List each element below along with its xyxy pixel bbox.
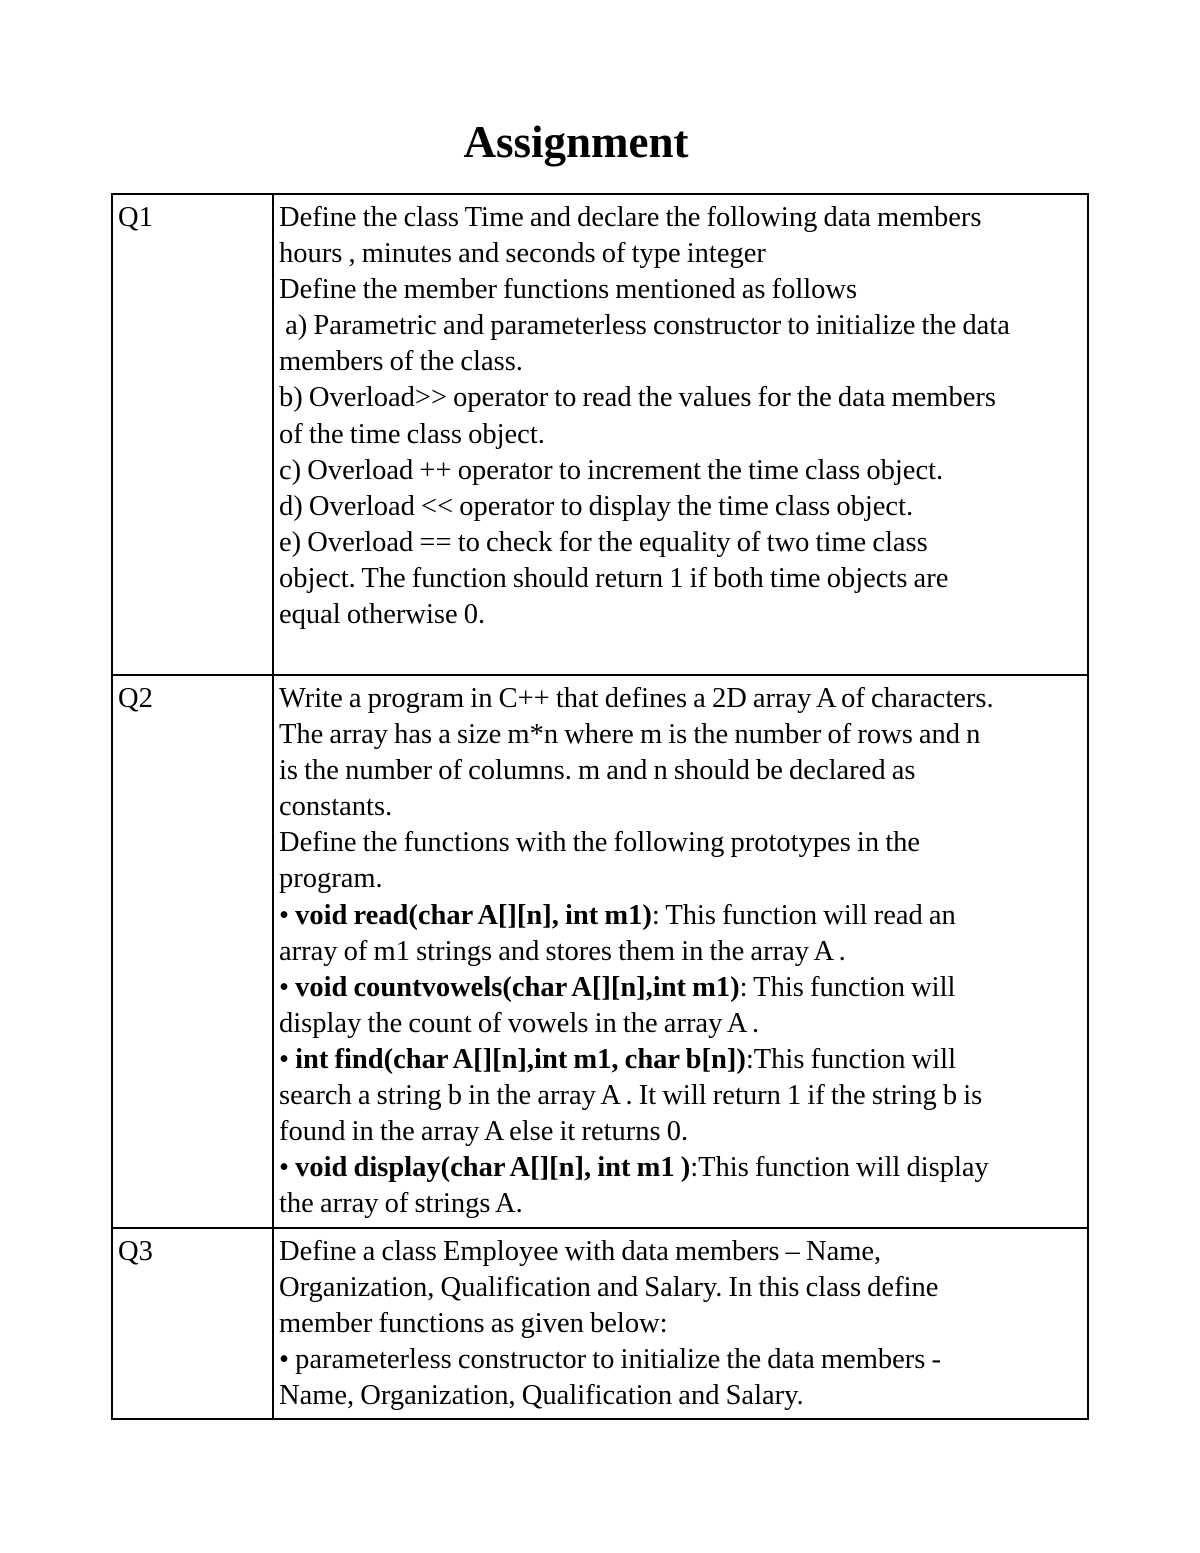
text-line: member functions as given below:: [279, 1308, 668, 1340]
bullet: •: [279, 1152, 289, 1184]
question-text: [273, 1228, 1088, 1419]
text-line: array of m1 strings and stores them in the array A .: [279, 935, 846, 967]
text-line: of the time class object.: [279, 418, 545, 450]
text-line: object. The function should return 1 if both time objects are: [279, 562, 949, 594]
text-line: The array has a size m*n where m is the number of rows and n: [279, 719, 981, 751]
question-text: [273, 675, 1088, 1228]
text-line: Organization, Qualification and Salary. In this class define: [279, 1272, 939, 1304]
text-line: constants.: [279, 791, 393, 823]
table-row: [112, 675, 1088, 1228]
function-signature: void display(char A[][n], int m1 ): [295, 1152, 691, 1184]
text-line: found in the array A else it returns 0.: [279, 1116, 689, 1148]
assignment-table: [111, 193, 1089, 1420]
text-line: equal otherwise 0.: [279, 599, 486, 631]
text-line: search a string b in the array A . It will return 1 if the string b is: [279, 1080, 983, 1112]
function-description: :This function will: [745, 1043, 957, 1075]
function-countvowels-line: [279, 970, 1083, 1006]
text-line: Define a class Employee with data members – Name,: [279, 1236, 882, 1267]
bullet: •: [279, 1043, 289, 1075]
text-line: Define the functions with the following prototypes in the: [279, 827, 921, 859]
function-signature: void countvowels(char A[][n],int m1): [295, 971, 740, 1003]
text-line: display the count of vowels in the array A .: [279, 1007, 760, 1039]
page-title: Assignment: [463, 117, 689, 167]
table-row: [112, 1228, 1088, 1419]
function-display-line: [279, 1150, 1083, 1186]
bullet: •: [279, 899, 289, 931]
text-line: • parameterless constructor to initialize the data members -: [279, 1344, 941, 1376]
text-line: hours , minutes and seconds of type integer: [279, 238, 766, 270]
text-line: a) Parametric and parameterless constructor to initialize the data: [279, 310, 1010, 342]
text-line: e) Overload == to check for the equality of two time class: [279, 526, 928, 558]
function-description: : This function will read an: [651, 899, 956, 931]
text-line: b) Overload>> operator to read the values for the data members: [279, 382, 996, 414]
question-text: [273, 194, 1088, 675]
text-line: members of the class.: [279, 346, 523, 378]
text-line: program.: [279, 863, 383, 895]
function-find-line: [279, 1042, 1083, 1078]
bullet: •: [279, 971, 289, 1003]
text-line: c) Overload ++ operator to increment the time class object.: [279, 454, 944, 486]
function-signature: int find(char A[][n],int m1, char b[n]): [295, 1043, 746, 1075]
text-line: Define the member functions mentioned as follows: [279, 274, 858, 306]
text-line: Define the class Time and declare the following data members: [279, 202, 982, 233]
function-description: : This function will: [739, 971, 956, 1003]
table-row: [112, 194, 1088, 675]
function-signature: void read(char A[][n], int m1): [295, 899, 652, 931]
text-line: Write a program in C++ that defines a 2D array A of characters.: [279, 683, 994, 714]
question-number: Q2: [112, 675, 273, 1228]
text-line: Name, Organization, Qualification and Salary.: [279, 1380, 804, 1412]
text-line: is the number of columns. m and n should be declared as: [279, 755, 916, 787]
text-line: d) Overload << operator to display the time class object.: [279, 490, 914, 522]
text-line: the array of strings A.: [279, 1188, 523, 1220]
function-description: :This function will display: [690, 1152, 989, 1184]
question-number: Q1: [112, 194, 273, 675]
question-number: Q3: [112, 1228, 273, 1419]
function-read-line: [279, 898, 1083, 934]
